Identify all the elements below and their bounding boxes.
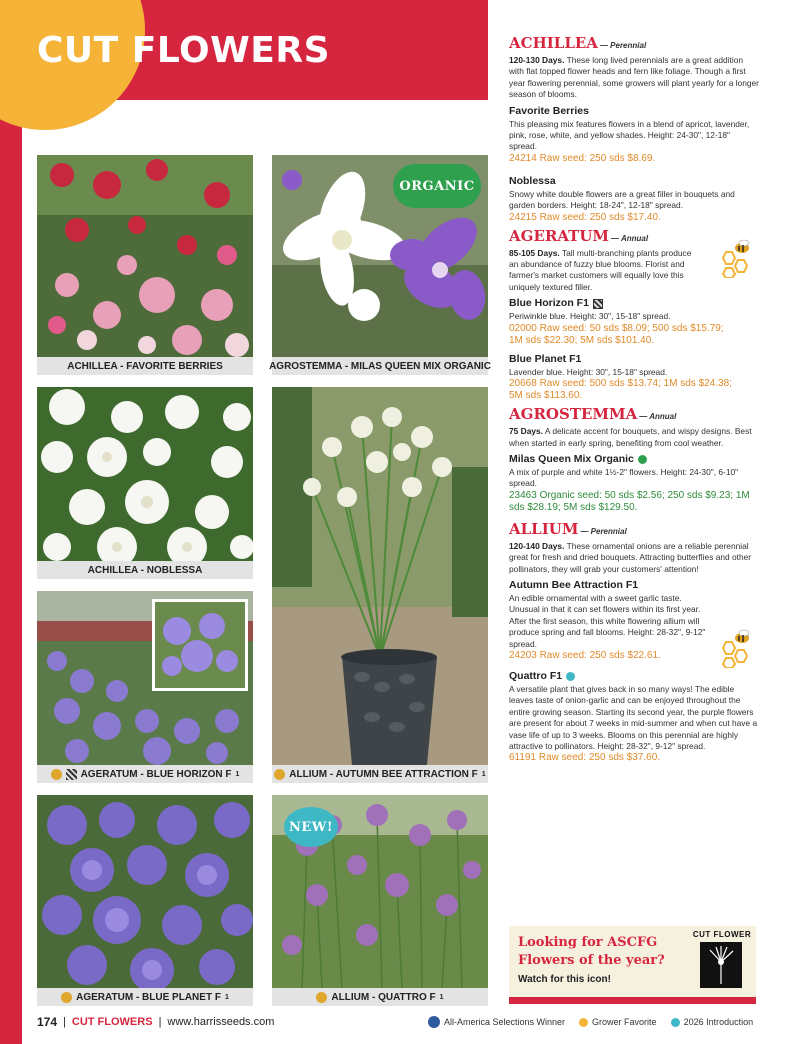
- aas-icon: [428, 1016, 440, 1028]
- noblessa-desc: Snowy white double flowers are a great filler in bouquets and garden borders. Height: 18-24", 12-18" spread.: [509, 188, 735, 211]
- ageratum-title: AGERATUM: [509, 226, 610, 245]
- organic-badge: ORGANIC: [393, 164, 481, 208]
- variety-blue-planet: Blue Planet F1: [509, 352, 582, 365]
- achillea-type: — Perennial: [599, 41, 647, 50]
- new-dot-icon: [566, 672, 575, 681]
- allium-title: ALLIUM: [509, 519, 579, 538]
- caption-ageratum-blue-horizon: AGERATUM - BLUE HORIZON F 1: [37, 765, 253, 783]
- milas-queen-price: 23463 Organic seed: 50 sds $2.56; 250 sds $9.23; 1M sds $28.19; 5M sds $129.50.: [509, 489, 750, 513]
- ascfg-icon: [66, 769, 77, 780]
- ascfg-icon: [593, 299, 603, 309]
- new-badge: NEW!: [284, 807, 338, 847]
- caption-ageratum-blue-planet: AGERATUM - BLUE PLANET F 1: [37, 988, 253, 1006]
- photo-achillea-favorite-berries: [37, 155, 253, 357]
- favorite-berries-desc: This pleasing mix features flowers in a blend of apricot, lavender, pink, rose, white, and yellow shades. Height: 24-30", 12-18" spread.: [509, 118, 750, 152]
- ageratum-intro: 85-105 Days. Tall multi-branching plants produce an abundance of fuzzy blue blooms. Florist and farmer's market customers will equally love this uniquely textured filler.: [509, 247, 692, 292]
- promo-watch: Watch for this icon!: [518, 974, 611, 985]
- achillea-intro: 120-130 Days. These long lived perennials are a great addition with flat topped flower heads and fern like foliage. Though a first year flowering perennial, some growers will plant yearly for a longer season of blooms.: [509, 55, 759, 100]
- caption-allium-quattro: ALLIUM - QUATTRO F 1: [272, 988, 488, 1006]
- aas-icon: [61, 992, 72, 1003]
- blue-planet-desc: Lavender blue. Height: 30", 15-18" spread.: [509, 366, 668, 377]
- allium-type: — Perennial: [580, 526, 627, 536]
- variety-blue-horizon: Blue Horizon F1: [509, 297, 759, 310]
- autumn-bee-price: 24203 Raw seed: 250 sds $22.61.: [509, 649, 661, 661]
- footer-sep: |: [63, 1016, 66, 1028]
- photo-ageratum-blue-horizon: [37, 591, 253, 765]
- ascfg-logo: [692, 930, 752, 994]
- organic-dot-icon: [638, 455, 647, 464]
- caption-agrostemma: AGROSTEMMA - MILAS QUEEN MIX ORGANIC: [272, 357, 488, 375]
- caption-allium-autumn-bee: ALLIUM - AUTUMN BEE ATTRACTION F 1: [272, 765, 488, 783]
- ageratum-type: — Annual: [611, 233, 649, 243]
- grower-favorite-icon: [714, 238, 756, 278]
- photo-allium-autumn-bee-attraction: [272, 387, 488, 765]
- left-edge-bar: [0, 0, 22, 1044]
- agrostemma-intro: 75 Days. A delicate accent for bouquets, and wispy designs. Best when started in early spring, benefiting from cool weather.: [509, 426, 752, 448]
- grower-favorite-dot-icon: [579, 1018, 588, 1027]
- aas-icon: [51, 769, 62, 780]
- blue-planet-price: 20668 Raw seed: 500 sds $13.74; 1M sds $24.38; 5M sds $113.60.: [509, 378, 732, 402]
- ascfg-promo-box: [509, 926, 756, 1004]
- page-title: CUT FLOWERS: [37, 30, 331, 71]
- quattro-price: 61191 Raw seed: 250 sds $37.60.: [509, 752, 661, 764]
- quattro-desc: A versatile plant that gives back in so many ways! The edible leaves taste of onion-garlic and can be enjoyed throughout the entire growing season. Starting its second year, the purple flowers are present for about 7 weeks in mid-summer and when cut have a vase life of up to 3 weeks. Blooms on this perennial are highly attractive to pollinators. Height: 28-32", 9-12" spread.: [509, 683, 758, 751]
- variety-milas-queen: Milas Queen Mix Organic: [509, 453, 759, 466]
- aas-icon: [316, 992, 327, 1003]
- aas-icon: [274, 769, 285, 780]
- footer-section: CUT FLOWERS: [71, 1016, 153, 1028]
- photo-achillea-noblessa: [37, 387, 253, 561]
- noblessa-price: 24215 Raw seed: 250 sds $17.40.: [509, 211, 661, 223]
- section-agrostemma: [509, 405, 759, 514]
- variety-noblessa: Noblessa: [509, 174, 556, 187]
- section-achillea: [509, 34, 759, 224]
- page-number: 174: [37, 1015, 58, 1029]
- grower-favorite-icon: [714, 628, 756, 668]
- caption-achillea-favorite-berries: ACHILLEA - FAVORITE BERRIES: [37, 357, 253, 375]
- legend: [428, 1016, 753, 1028]
- ascfg-logo-top: CUT FLOWER: [692, 930, 752, 939]
- caption-achillea-noblessa: ACHILLEA - NOBLESSA: [37, 561, 253, 579]
- variety-favorite-berries: Favorite Berries: [509, 104, 589, 117]
- allium-intro: 120-140 Days. These ornamental onions are a reliable perennial great for fresh and dried bouquets. Attracting butterflies and other pollinators, they will grab your customers' attention!: [509, 540, 752, 574]
- milas-queen-desc: A mix of purple and white 1½-2" flowers. Height: 24-30", 6-10" spread.: [509, 466, 739, 489]
- legend-aas: All-America Selections Winner: [428, 1016, 565, 1028]
- ascfg-logo-mark: [700, 942, 742, 988]
- legend-grower: Grower Favorite: [579, 1017, 657, 1027]
- legend-intro: 2026 Introduction: [671, 1017, 754, 1027]
- autumn-bee-desc: An edible ornamental with a sweet garlic taste. Unusual in that it can set flowers within its first year. After the first season, this white flowering allium will produce spring and fall blooms. Height: 28-32", 9-12" spread.: [509, 592, 706, 649]
- favorite-berries-price: 24214 Raw seed: 250 sds $8.69.: [509, 152, 656, 164]
- footer-sep: |: [158, 1016, 162, 1028]
- photo-ageratum-blue-planet: [37, 795, 253, 988]
- agrostemma-title: AGROSTEMMA: [509, 405, 638, 424]
- footer-website[interactable]: www.harrisseeds.com: [167, 1016, 275, 1028]
- blue-horizon-price: 02000 Raw seed: 50 sds $8.09; 500 sds $15.79; 1M sds $22.30; 5M sds $101.40.: [509, 322, 724, 346]
- blue-horizon-desc: Periwinkle blue. Height: 30", 15-18" spread.: [509, 311, 671, 322]
- intro-dot-icon: [671, 1018, 680, 1027]
- agrostemma-type: — Annual: [639, 412, 677, 422]
- promo-question: Looking for ASCFG Flowers of the year?: [518, 935, 665, 968]
- variety-autumn-bee: Autumn Bee Attraction F1: [509, 578, 639, 591]
- variety-quattro: Quattro F1: [509, 670, 759, 683]
- achillea-title: ACHILLEA: [509, 34, 598, 52]
- footer: [37, 1015, 274, 1029]
